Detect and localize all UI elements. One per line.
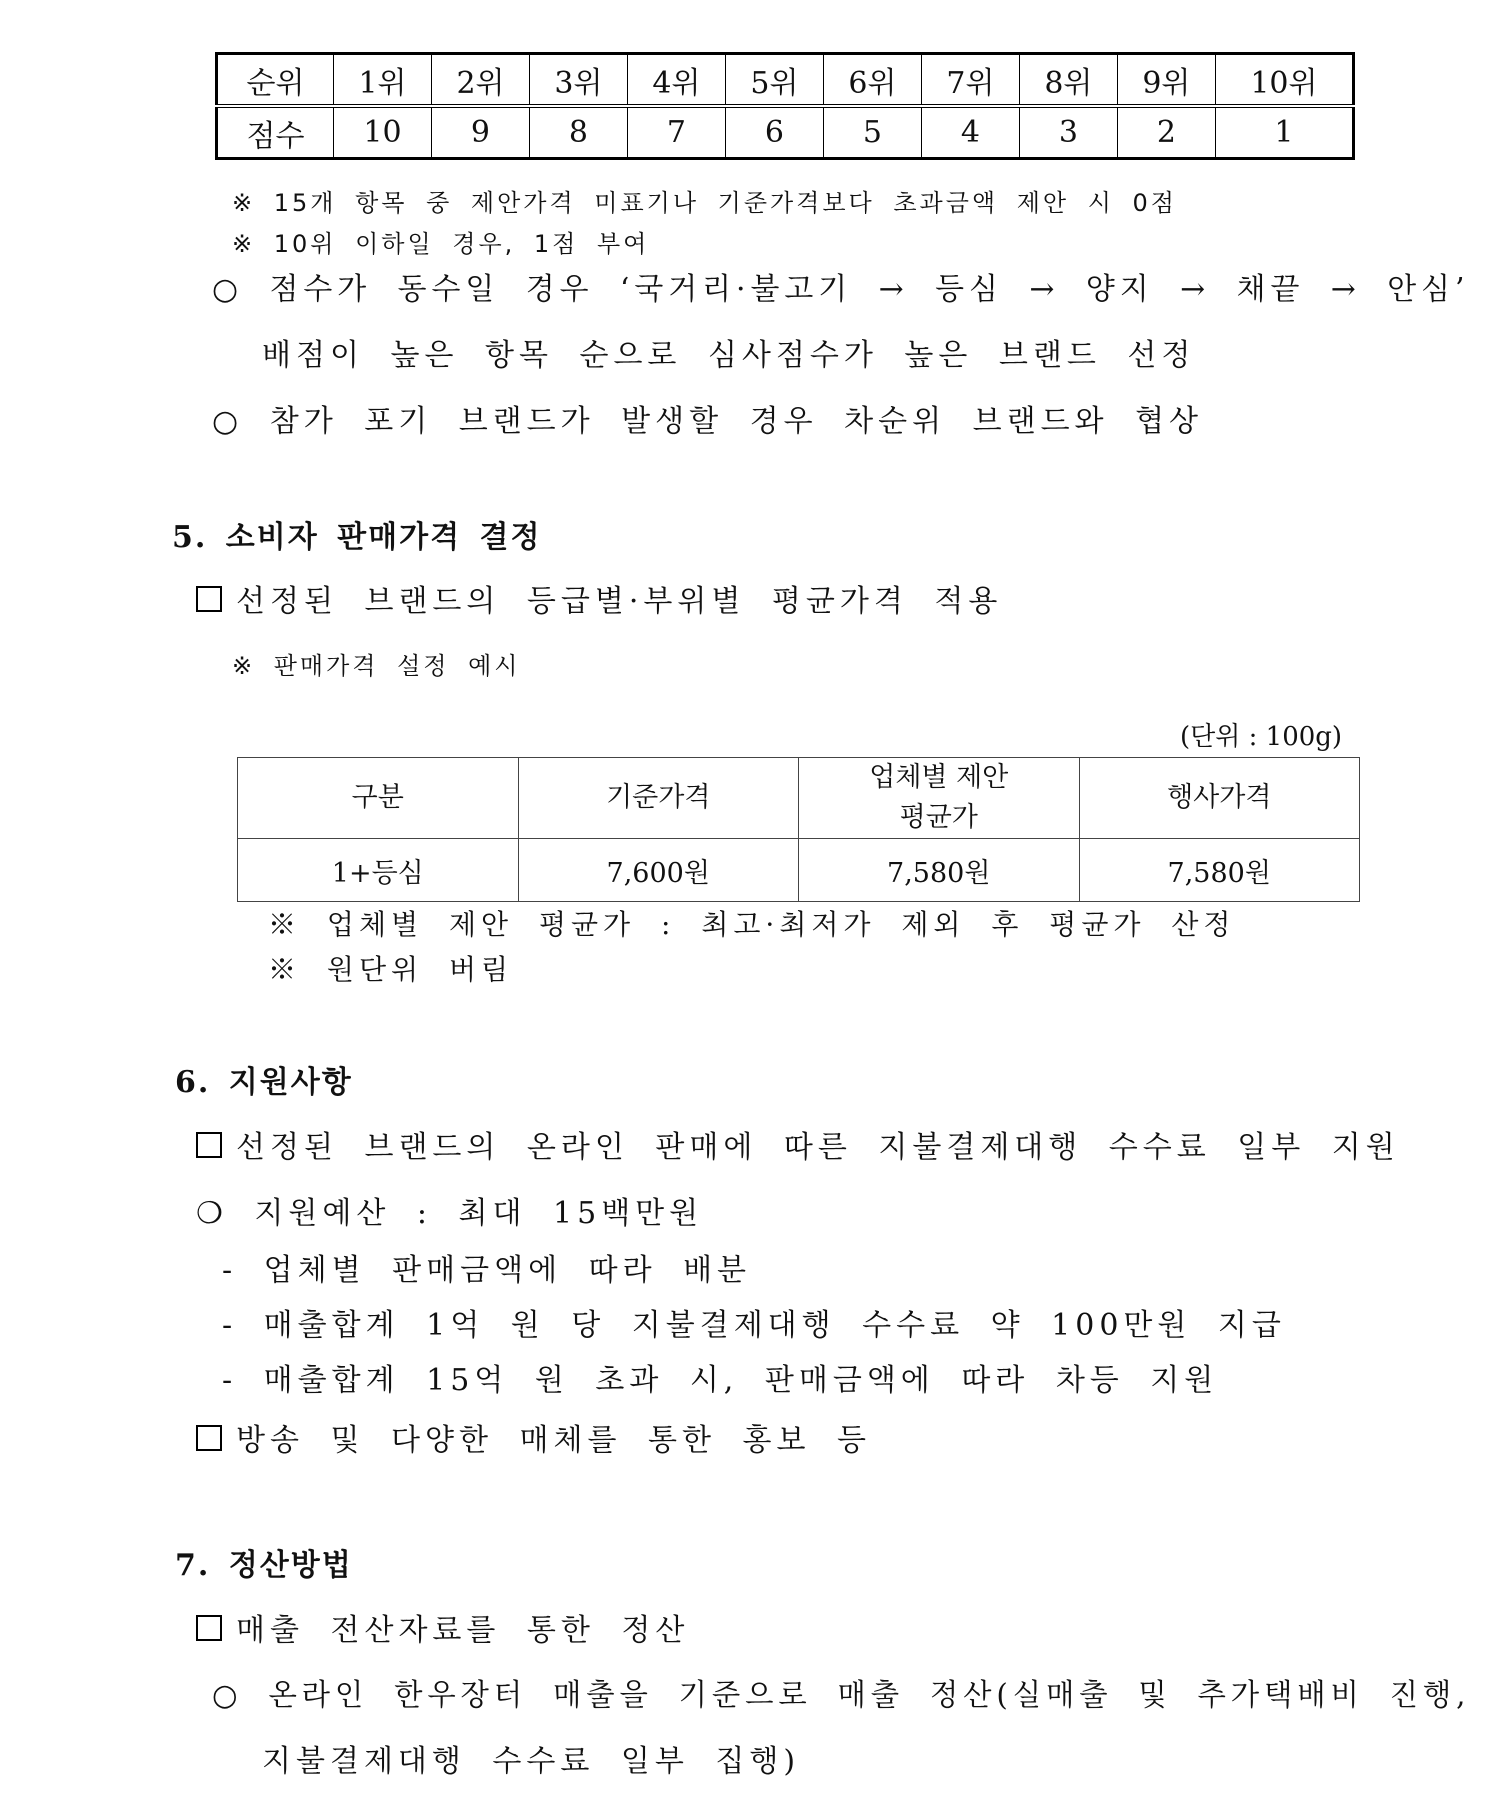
rank-cell: 7위 xyxy=(921,54,1019,107)
score-cell: 4 xyxy=(921,106,1019,159)
checkbox-square-icon xyxy=(196,1132,222,1158)
cell-event-price: 7,580원 xyxy=(1079,839,1360,902)
rank-cell: 4위 xyxy=(627,54,725,107)
section6-dash3: - 매출합계 15억 원 초과 시, 판매금액에 따라 차등 지원 xyxy=(222,1363,1219,1398)
price-table-row xyxy=(238,839,1360,902)
rank-score-table xyxy=(215,52,1355,160)
price-example-table xyxy=(237,757,1360,902)
section6-dash2: - 매출합계 1억 원 당 지불결제대행 수수료 약 100만원 지급 xyxy=(222,1308,1286,1343)
section7-sub-line1: ○ 온라인 한우장터 매출을 기준으로 매출 정산(실매출 및 추가택배비 진행, xyxy=(212,1678,1471,1713)
section5-note: ※ 판매가격 설정 예시 xyxy=(232,652,521,680)
note-zero-score: ※ 15개 항목 중 제안가격 미표기나 기준가격보다 초과금액 제안 시 0점 xyxy=(232,189,1177,217)
cell-proposal-average: 7,580원 xyxy=(799,839,1080,902)
header-event-price: 행사가격 xyxy=(1079,758,1360,839)
section6-title: 6. 지원사항 xyxy=(175,1065,353,1100)
score-cell: 9 xyxy=(431,106,529,159)
section5-title: 5. 소비자 판매가격 결정 xyxy=(172,520,542,555)
section5-item xyxy=(196,576,1002,620)
header-proposal-average xyxy=(799,758,1080,839)
tie-rule-line1: ○ 점수가 동수일 경우 ‘국거리·불고기 → 등심 → 양지 → 채끝 → 안심’ xyxy=(212,272,1470,307)
rank-cell: 6위 xyxy=(823,54,921,107)
score-cell: 8 xyxy=(529,106,627,159)
score-row xyxy=(217,106,1354,159)
cell-category: 1+등심 xyxy=(238,839,519,902)
section6-item1-text: 선정된 브랜드의 온라인 판매에 따른 지불결제대행 수수료 일부 지원 xyxy=(236,1130,1400,1165)
unit-label: (단위 : 100g) xyxy=(1180,722,1343,752)
footnote-rounding: ※ 원단위 버림 xyxy=(268,953,514,986)
section7-sub-line2: 지불결제대행 수수료 일부 집행) xyxy=(262,1744,801,1779)
score-cell: 5 xyxy=(823,106,921,159)
rank-cell: 3위 xyxy=(529,54,627,107)
header-proposal-average-line1: 업체별 제안 xyxy=(869,762,1009,793)
rank-cell: 9위 xyxy=(1117,54,1215,107)
rank-cell: 1위 xyxy=(334,54,432,107)
rank-row xyxy=(217,54,1354,107)
score-cell: 2 xyxy=(1117,106,1215,159)
score-cell: 1 xyxy=(1215,106,1353,159)
score-cell: 10 xyxy=(334,106,432,159)
rank-cell: 10위 xyxy=(1215,54,1353,107)
section5-item-text: 선정된 브랜드의 등급별·부위별 평균가격 적용 xyxy=(236,584,1003,619)
tie-rule-line2: 배점이 높은 항목 순으로 심사점수가 높은 브랜드 선정 xyxy=(262,338,1196,373)
section7-item-text: 매출 전산자료를 통한 정산 xyxy=(236,1613,690,1648)
cell-base-price: 7,600원 xyxy=(518,839,799,902)
rank-row-label: 순위 xyxy=(217,54,334,107)
rank-cell: 2위 xyxy=(431,54,529,107)
checkbox-square-icon xyxy=(196,1615,222,1641)
checkbox-square-icon xyxy=(196,586,222,612)
section6-item1 xyxy=(196,1122,1400,1166)
note-below-tenth: ※ 10위 이하일 경우, 1점 부여 xyxy=(232,230,650,258)
header-category: 구분 xyxy=(238,758,519,839)
score-cell: 7 xyxy=(627,106,725,159)
footnote-average: ※ 업체별 제안 평균가 : 최고·최저가 제외 후 평균가 산정 xyxy=(268,908,1236,941)
section6-item2-text: 방송 및 다양한 매체를 통한 홍보 등 xyxy=(236,1423,871,1458)
checkbox-square-icon xyxy=(196,1425,222,1451)
section6-budget: ❍ 지원예산 : 최대 15백만원 xyxy=(196,1196,704,1231)
score-cell: 3 xyxy=(1019,106,1117,159)
rank-cell: 5위 xyxy=(725,54,823,107)
section7-title: 7. 정산방법 xyxy=(175,1548,353,1583)
score-row-label: 점수 xyxy=(217,106,334,159)
score-cell: 6 xyxy=(725,106,823,159)
header-base-price: 기준가격 xyxy=(518,758,799,839)
rank-cell: 8위 xyxy=(1019,54,1117,107)
price-table-header-row xyxy=(238,758,1360,839)
section6-item2 xyxy=(196,1415,871,1459)
section6-dash1: - 업체별 판매금액에 따라 배분 xyxy=(222,1253,752,1288)
section7-item xyxy=(196,1605,689,1649)
header-proposal-average-line2: 평균가 xyxy=(899,802,978,833)
giveup-rule: ○ 참가 포기 브랜드가 발생할 경우 차순위 브랜드와 협상 xyxy=(212,404,1204,439)
